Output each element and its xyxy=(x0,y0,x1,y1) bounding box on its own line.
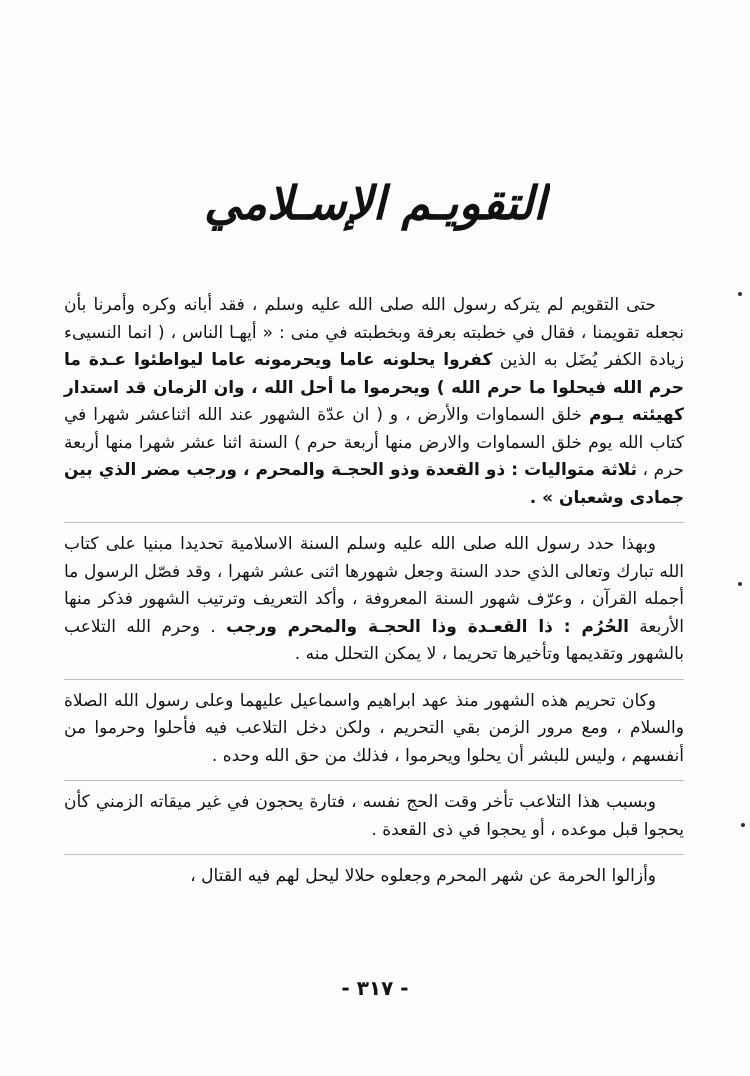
text-segment: وأزالوا الحرمة عن شهر المحرم وجعلوه حلالا ليحل لهم فيه القتال ، xyxy=(190,866,656,886)
text-segment: وكان تحريم هذه الشهور منذ عهد ابراهيم واسماعيل عليهما وعلى رسول الله الصلاة والسلام ، ومع مرور الزمن بقي التحريم ، ولكن دخل التلاعب فيه فأحلوا وحرموا من أنفسهم ، وليس للبشر أن يحلوا ويحرموا ، فذلك من حق الله وحده . xyxy=(64,690,684,766)
page-number: - ٣١٧ - xyxy=(341,976,409,1000)
paragraph xyxy=(64,679,684,771)
text-segment: وبهذا حدد رسول الله صلى الله عليه وسلم السنة الاسلامية تحديدا مبنيا على كتاب الله تبارك وتعالى الذي حدد السنة وجعل شهورها اثنى عشر شهرا ، وقد فصّل الرسول ما أجمله القرآن ، وعرّف شهور السنة المعروفة ، وأكد التعريف وترتيب الشهور فذكر منها الأربعة xyxy=(64,534,684,637)
body-text xyxy=(64,292,684,891)
text-segment: . وحرم الله التلاعب بالشهور وتقديمها وتأخيرها تحريما ، لا يمكن التحلل منه . xyxy=(64,616,684,664)
paragraph xyxy=(64,522,684,669)
text-segment-bold: الحُرُم : ذا القعـدة وذا الحجـة والمحرم ورجب xyxy=(226,616,629,637)
text-segment: حتى التقويم لم يتركه رسول الله صلى الله عليه وسلم ، فقد أبانه وكره وأمرنا بأن نجعله تقويمنا ، فقال في خطبته بعرفة وبخطبته في منى : « أيهـا الناس ، ( انما النسيىء زيادة الكفر يُضَل به الذين xyxy=(64,295,684,370)
text-segment-bold: كفروا يحلونه عاما ويحرمونه عاما ليواطئوا عـدة ما حرم الله فيحلوا ما حرم الله ) ويحرموا ما أحل الله ، وان الزمان قد استدار كهيئته يـوم xyxy=(64,350,684,425)
paragraph xyxy=(64,780,684,844)
margin-speck xyxy=(738,582,742,586)
paragraph xyxy=(64,292,684,512)
margin-speck xyxy=(738,292,742,296)
text-segment: خلق السماوات والأرض ، و ( ان عدّة الشهور عند الله اثناعشر شهرا في كتاب الله يوم خلق السماوات والارض منها أربعة حرم ) السنة اثنا عشر شهرا منها أربعة حرم ، xyxy=(64,405,684,480)
page-title: التقويـم الإسـلامي xyxy=(203,176,547,230)
margin-speck xyxy=(741,823,745,827)
paragraph xyxy=(64,854,684,891)
text-segment-bold: ثلاثة متواليات : ذو القعدة وذو الحجـة والمحرم ، ورجب مضر الذي بين جمادى وشعبان » . xyxy=(64,460,684,508)
text-segment: وبسبب هذا التلاعب تأخر وقت الحج نفسه ، فتارة يحجون في غير ميقاته الزمني كأن يحجوا قبل موعده ، أو يحجوا في ذى القعدة . xyxy=(64,792,684,840)
